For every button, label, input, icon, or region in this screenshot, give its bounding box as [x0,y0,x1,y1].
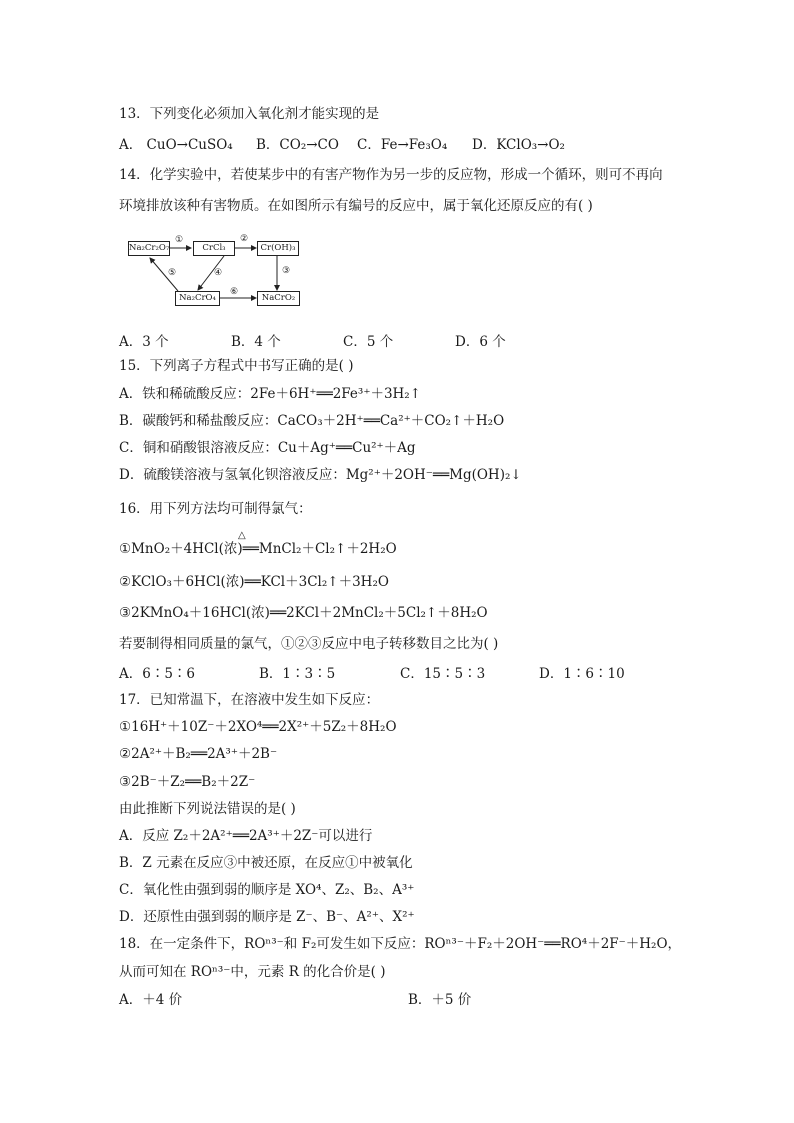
q16-question: 若要制得相同质量的氯气，①②③反应中电子转移数目之比为( ) [119,636,499,652]
q14-stem-line2: 环境排放该种有害物质。在如图所示有编号的反应中，属于氧化还原反应的有( ) [119,198,593,214]
q14-option-d: D．6 个 [455,334,506,350]
q17-question: 由此推断下列说法错误的是( ) [119,801,296,817]
q17-reaction-2: ②2A²⁺＋B₂══2A³⁺＋2B⁻ [119,746,278,762]
reaction-num-4: ④ [214,268,223,278]
q15-option-c: C．铜和硝酸银溶液反应：Cu＋Ag⁺══Cu²⁺＋Ag [119,440,416,456]
q13-option-a: A． CuO→CuSO₄ [119,137,233,153]
q18-stem-line2: 从而可知在 ROⁿ³⁻中，元素 R 的化合价是( ) [119,964,386,980]
q13-option-c: C．Fe→Fe₃O₄ [357,137,448,153]
q18-option-a: A．＋4 价 [119,992,183,1008]
q13-stem: 13．下列变化必须加入氧化剂才能实现的是 [119,106,380,122]
q17-option-d: D．还原性由强到弱的顺序是 Z⁻、B⁻、A²⁺、X²⁺ [119,909,415,925]
q14-option-c: C．5 个 [343,334,394,350]
q15-option-a: A．铁和稀硫酸反应：2Fe＋6H⁺══2Fe³⁺＋3H₂↑ [119,386,422,402]
q14-diagram [0,0,794,330]
q16-heat-symbol: △ [238,530,246,541]
q15-option-d: D．硫酸镁溶液与氢氧化钡溶液反应：Mg²⁺＋2OH⁻══Mg(OH)₂↓ [119,467,522,483]
q17-reaction-3: ③2B⁻＋Z₂══B₂＋2Z⁻ [119,774,256,790]
q13-option-b: B．CO₂→CO [256,137,339,153]
q17-option-c: C．氧化性由强到弱的顺序是 XO⁴、Z₂、B₂、A³⁺ [119,882,415,898]
q16-option-d: D．1∶6∶10 [539,666,625,682]
q16-reaction-2: ②KClO₃＋6HCl(浓)══KCl＋3Cl₂↑＋3H₂O [119,574,389,590]
q18-stem-line1: 18．在一定条件下，ROⁿ³⁻和 F₂可发生如下反应：ROⁿ³⁻＋F₂＋2OH⁻══RO⁴＋2F⁻＋H₂O， [119,936,682,952]
q16-reaction-1: ①MnO₂＋4HCl(浓)══MnCl₂＋Cl₂↑＋2H₂O [119,541,397,557]
q14-option-b: B．4 个 [231,334,281,350]
reaction-num-3: ③ [282,266,291,276]
q16-option-a: A．6∶5∶6 [119,666,196,682]
q16-option-b: B．1∶3∶5 [259,666,336,682]
q16-stem: 16．用下列方法均可制得氯气： [119,501,312,517]
q16-option-c: C．15∶5∶3 [400,666,486,682]
q14-stem-line1: 14．化学实验中，若使某步中的有害产物作为另一步的反应物，形成一个循环，则可不再向 [119,167,663,183]
q15-stem: 15．下列离子方程式中书写正确的是( ) [119,358,354,374]
q17-option-b: B．Z 元素在反应③中被还原，在反应①中被氧化 [119,855,413,871]
q15-option-b: B．碳酸钙和稀盐酸反应：CaCO₃＋2H⁺══Ca²⁺＋CO₂↑＋H₂O [119,413,505,429]
reaction-num-2: ② [240,234,249,244]
q17-stem: 17．已知常温下，在溶液中发生如下反应： [119,692,380,708]
box-na2cro4: Na₂CrO₄ [175,291,220,306]
box-croh3: Cr(OH)₃ [257,241,299,256]
q14-option-a: A．3 个 [119,334,169,350]
q16-reaction-3: ③2KMnO₄＋16HCl(浓)══2KCl＋2MnCl₂＋5Cl₂↑＋8H₂O [119,605,488,621]
reaction-num-6: ⑥ [230,287,239,297]
q13-option-d: D．KClO₃→O₂ [472,137,565,153]
box-na2cr2o7: Na₂Cr₂O₇ [128,241,170,256]
reaction-num-5: ⑤ [168,268,177,278]
q14-diagram-arrows [0,0,794,330]
q17-reaction-1: ①16H⁺＋10Z⁻＋2XO⁴══2X²⁺＋5Z₂＋8H₂O [119,719,397,735]
reaction-num-1: ① [175,235,184,245]
q17-option-a: A．反应 Z₂＋2A²⁺══2A³⁺＋2Z⁻可以进行 [119,828,373,844]
box-nacro2: NaCrO₂ [257,291,300,306]
q18-option-b: B．＋5 价 [408,992,472,1008]
box-crcl3: CrCl₃ [193,241,235,256]
